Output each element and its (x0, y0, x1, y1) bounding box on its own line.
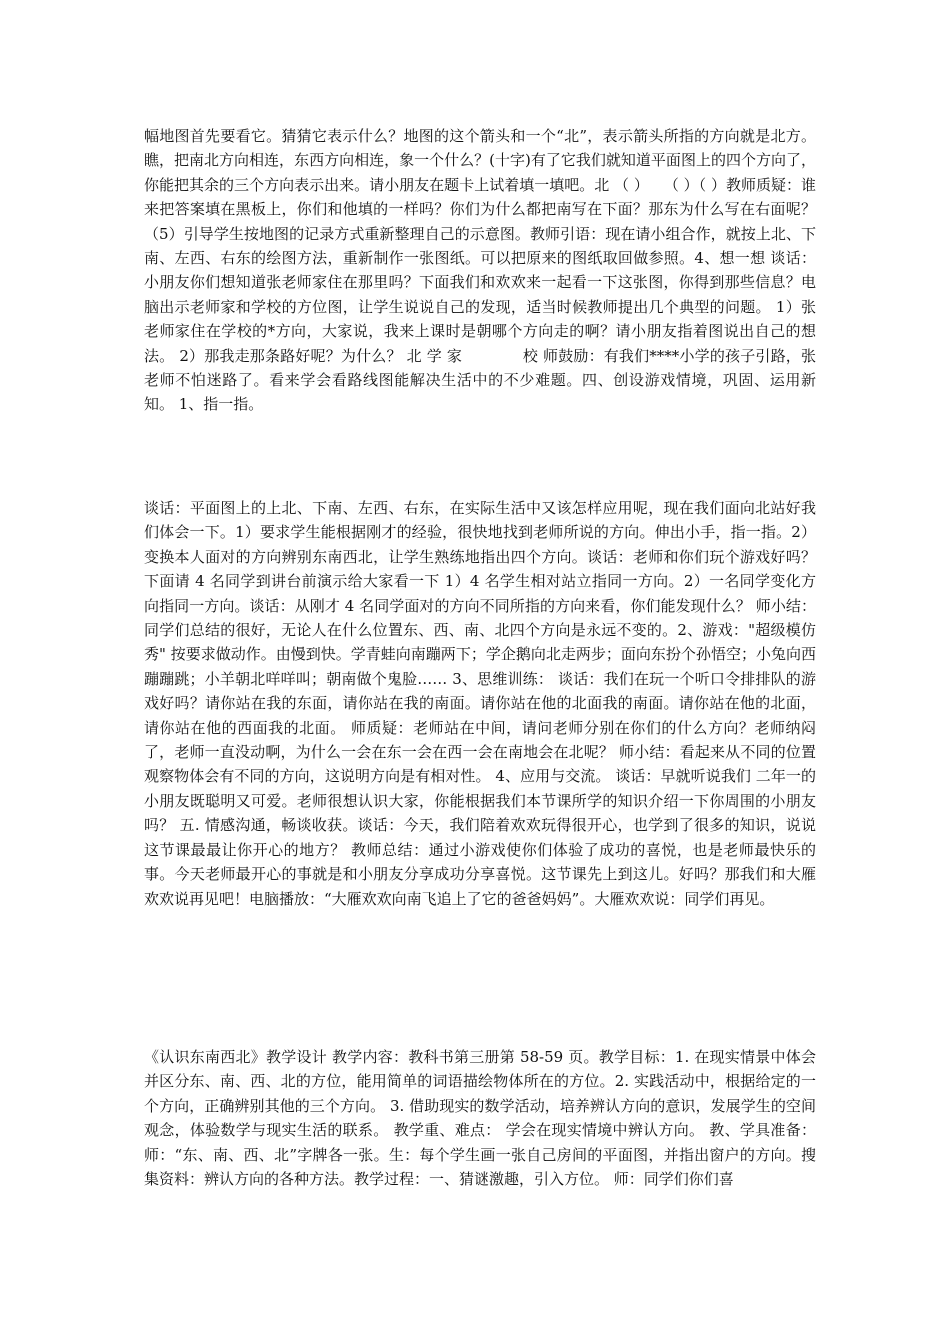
paragraph-map-directions: 幅地图首先要看它。猜猜它表示什么？地图的这个箭头和一个“北”，表示箭头所指的方向就是北方。瞧，把南北方向相连，东西方向相连，象一个什么？(十字)有了它我们就知道平面图上的四个方向了，你能把其余的三个方向表示出来。请小朋友在题卡上试着填一填吧。北 （ ） （ ）（ ）教师质疑：谁来把答案填在黑板上，你们和他填的一样吗？你们为什么都把南写在下面？那东为什么写在右面呢？ （5）引导学生按地图的记录方式重新整理自己的示意图。教师引语：现在请小组合作，就按上北、下南、左西、右东的绘图方法，重新制作一张图纸。可以把原来的图纸取回做参照。4、想一想 谈话：小朋友你们想知道张老师家住在那里吗？下面我们和欢欢来一起看一下这张图，你得到那些信息？电脑出示老师家和学校的方位图，让学生说说自己的发现，适当时候教师提出几个典型的问题。 1）张老师家住在学校的*方向，大家说，我来上课时是朝哪个方向走的啊？请小朋友指着图说出自己的想法。 2）那我走那条路好呢？为什么？ 北 学 家 校 师鼓励：有我们****小学的孩子引路，张老师不怕迷路了。看来学会看路线图能解决生活中的不少难题。四、创设游戏情境，巩固、运用新知。 1、指一指。 (144, 127, 816, 414)
paragraph-games-and-summary: 谈话：平面图上的上北、下南、左西、右东，在实际生活中又该怎样应用呢，现在我们面向北站好我们体会一下。1）要求学生能根据刚才的经验，很快地找到老师所说的方向。伸出小手，指一指。2）变换本人面对的方向辨别东南西北，让学生熟练地指出四个方向。谈话：老师和你们玩个游戏好吗？下面请 4 名同学到讲台前演示给大家看一下 1）4 名学生相对站立指同一方向。2）一名同学变化方向指同一方向。谈话：从刚才 4 名同学面对的方向不同所指的方向来看，你们能发现什么？ 师小结：同学们总结的很好，无论人在什么位置东、西、南、北四个方向是永远不变的。2、游戏："超级模仿秀" 按要求做动作。由慢到快。学青蛙向南蹦两下；学企鹅向北走两步；面向东扮个孙悟空；小兔向西蹦蹦跳；小羊朝北咩咩叫；朝南做个鬼脸…… 3、思维训练： 谈话：我们在玩一个听口令排排队的游戏好吗？请你站在我的东面，请你站在我的南面。请你站在他的北面我的南面。请你站在他的北面，请你站在他的西面我的北面。 师质疑：老师站在中间，请问老师分别在你们的什么方向？老师纳闷了，老师一直没动啊，为什么一会在东一会在西一会在南地会在北呢？ 师小结：看起来从不同的位置观察物体会有不同的方向，这说明方向是有相对性。 4、应用与交流。 谈话：早就听说我们 二年一的小朋友既聪明又可爱。老师很想认识大家，你能根据我们本节课所学的知识介绍一下你周围的小朋友吗？ 五. 情感沟通，畅谈收获。谈话：今天，我们陪着欢欢玩得很开心，也学到了很多的知识，说说这节课最最让你开心的地方？ 教师总结：通过小游戏使你们体验了成功的喜悦，也是老师最快乐的事。今天老师最开心的事就是和小朋友分享成功分享喜悦。这节课先上到这儿。好吗？那我们和大雁欢欢说再见吧！电脑播放：“大雁欢欢向南飞追上了它的爸爸妈妈”。大雁欢欢说：同学们再见。 (144, 499, 816, 908)
paragraph-lesson-design: 《认识东南西北》教学设计 教学内容：教科书第三册第 58-59 页。教学目标：1. 在现实情景中体会并区分东、南、西、北的方位，能用简单的词语描绘物体所在的方位。2. 实践活动中，根据给定的一个方向，正确辨别其他的三个方向。 3. 借助现实的数学活动，培养辨认方向的意识，发展学生的空间观念，体验数学与现实生活的联系。 教学重、难点： 学会在现实情境中辨认方向。 教、学具准备：师：“东、南、西、北”字牌各一张。生：每个学生画一张自己房间的平面图，并指出窗户的方向。搜集资料：辨认方向的各种方法。教学过程：一、猜谜激趣，引入方位。 师：同学们你们喜 (144, 1048, 816, 1189)
